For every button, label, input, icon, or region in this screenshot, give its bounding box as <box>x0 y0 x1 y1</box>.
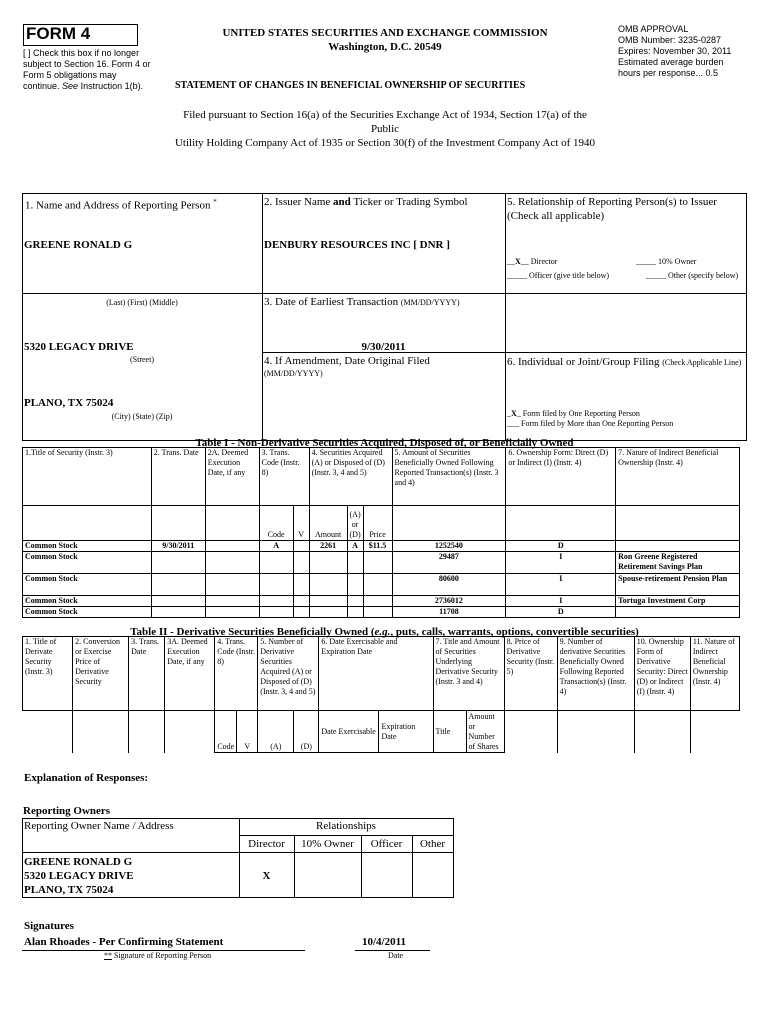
row-price: $11.5 <box>363 541 392 552</box>
director-post: __ Director <box>520 257 558 266</box>
row-nature <box>616 541 740 552</box>
t1-h4: 4. Securities Acquired (A) or Disposed of (D) (Instr. 3, 4 and 5) <box>309 448 392 506</box>
row-owned: 80600 <box>392 574 506 596</box>
issuer-label-pre: 2. Issuer Name <box>264 196 331 208</box>
no-longer-subject-checkbox[interactable] <box>23 48 153 92</box>
t2-sub-code: Code <box>215 711 237 753</box>
table-row <box>23 552 740 574</box>
t2-sub-amount: Amount or Number of Shares <box>466 711 504 753</box>
filed-line: Filed pursuant to Section 16(a) of the Securities Exchange Act of 1934, Section 17(a) of the <box>183 109 587 121</box>
t1-h5: 5. Amount of Securities Beneficially Owned Following Reported Transaction(s) (Instr. 3 and 4) <box>392 448 506 506</box>
check-box-text: [ ] Check this box if no longer subject to Section 16. Form 4 or Form 5 obligations may continue. <box>23 48 151 91</box>
grid-line <box>22 852 453 853</box>
row-date: 9/30/2011 <box>151 541 205 552</box>
table-row <box>23 541 740 552</box>
joint-one-mark: X <box>511 409 517 418</box>
earliest-transaction-date: 9/30/2011 <box>361 341 406 353</box>
row-title: Common Stock <box>23 541 152 552</box>
t2-h1: 1. Title of Derivate Security (Instr. 3) <box>23 637 73 711</box>
table1 <box>22 447 740 618</box>
row-owned: 1252540 <box>392 541 506 552</box>
other-checkbox[interactable]: _____ Other (specify below) <box>646 271 739 280</box>
see-label: See <box>62 81 79 91</box>
t1-h3: 3. Trans. Code (Instr. 8) <box>259 448 309 506</box>
t2-sub-exp: Expiration Date <box>379 711 433 753</box>
name-address-label <box>25 196 217 213</box>
officer-col: Officer <box>370 838 403 850</box>
ten-percent-owner-checkbox[interactable]: _____ 10% Owner <box>636 257 697 266</box>
row-form: I <box>506 574 616 596</box>
row-owned: 29487 <box>392 552 506 574</box>
signature-date: 10/4/2011 <box>362 936 407 948</box>
row-owned: 2736012 <box>392 596 506 607</box>
omb-approval <box>618 24 768 79</box>
earliest-transaction-label <box>264 296 460 309</box>
t1-sub-v: V <box>293 506 309 541</box>
t2-sub-title: Title <box>433 711 466 753</box>
grid-line <box>262 193 263 440</box>
owner-city: PLANO, TX 75024 <box>24 884 114 896</box>
grid-line <box>22 293 262 294</box>
director-mark: X <box>515 257 521 266</box>
issuer-name: DENBURY RESOURCES INC [ DNR ] <box>264 239 450 251</box>
row-owned: 11708 <box>392 607 506 618</box>
row-title: Common Stock <box>23 552 152 574</box>
row-form: I <box>506 596 616 607</box>
grid-line <box>239 835 453 836</box>
owner-address <box>24 855 134 897</box>
row-nature: Tortuga Investment Corp <box>616 596 740 607</box>
t2-sub-date-ex: Date Exercisable <box>319 711 379 753</box>
t2-h11: 11. Nature of Indirect Beneficial Ownership (Instr. 4) <box>690 637 739 711</box>
t2-h5: 5. Number of Derivative Securities Acquired (A) or Disposed of (D) (Instr. 3, 4 and 5) <box>258 637 319 711</box>
owner-name-col: Reporting Owner Name / Address <box>24 820 174 832</box>
row-nature: Spouse-retirement Pension Plan <box>616 574 740 596</box>
filed-line: Public <box>370 123 400 135</box>
t2-h8: 8. Price of Derivative Security (Instr. 5) <box>504 637 557 711</box>
row-title: Common Stock <box>23 607 152 618</box>
table-row <box>23 574 740 596</box>
t1-h6: 6. Ownership Form: Direct (D) or Indirect (I) (Instr. 4) <box>506 448 616 506</box>
date-caption: Date <box>388 951 404 960</box>
row-form: I <box>506 552 616 574</box>
t2-sub-d: (D) <box>294 711 319 753</box>
t1-sub-price: Price <box>363 506 392 541</box>
t2-h2: 2. Conversion or Exercise Price of Derivative Security <box>73 637 129 711</box>
row-form: D <box>506 541 616 552</box>
t2-h9: 9. Number of derivative Securities Beneficially Owned Following Reported Transaction(s) (Instr. 4) <box>557 637 634 711</box>
t2-sub-v: V <box>237 711 258 753</box>
row-nature <box>616 607 740 618</box>
t2-title-eg: e.g. <box>374 626 391 638</box>
t1-h7: 7. Nature of Indirect Beneficial Ownership (Instr. 4) <box>616 448 740 506</box>
row-amount: 2261 <box>309 541 347 552</box>
issuer-label-post: Ticker or Trading Symbol <box>353 196 468 208</box>
other-col: Other <box>419 838 446 850</box>
t1-sub-code: Code <box>259 506 293 541</box>
table-row <box>23 596 740 607</box>
signatures-heading: Signatures <box>24 920 74 932</box>
owner-director-mark: X <box>262 870 271 882</box>
relationships-col: Relationships <box>316 820 376 832</box>
director-pre: __ <box>507 257 515 266</box>
statement-title: STATEMENT OF CHANGES IN BENEFICIAL OWNERSHIP OF SECURITIES <box>175 80 526 91</box>
officer-checkbox[interactable]: _____ Officer (give title below) <box>507 271 610 280</box>
omb-line: OMB APPROVAL <box>618 24 689 34</box>
earliest-format: (MM/DD/YYYY) <box>400 298 460 307</box>
name-star: * <box>213 198 217 206</box>
t1-sub-amount: Amount <box>309 506 347 541</box>
ten-owner-col: 10% Owner <box>301 838 354 850</box>
director-checkbox[interactable] <box>507 257 557 267</box>
signer-name: Alan Rhoades - Per Confirming Statement <box>24 936 224 948</box>
sig-star: ** <box>104 951 112 960</box>
omb-line: Expires: November 30, 2011 <box>618 46 732 56</box>
row-nature: Ron Greene Registered Retirement Savings Plan <box>616 552 740 574</box>
omb-line: Estimated average burden <box>618 57 724 67</box>
signature-caption <box>104 951 211 961</box>
table1-title: Table I - Non-Derivative Securities Acquired, Disposed of, or Beneficially Owned <box>195 437 574 449</box>
joint-one-pre: _ <box>507 409 511 418</box>
issuer-label <box>264 196 468 209</box>
t1-sub-ad: (A) or (D) <box>347 506 363 541</box>
row-title: Common Stock <box>23 596 152 607</box>
t1-h2a: 2A. Deemed Execution Date, if any <box>205 448 259 506</box>
street-value: 5320 LEGACY DRIVE <box>24 341 134 353</box>
t2-title-pre: Table II - Derivative Securities Beneficially Owned ( <box>130 626 375 638</box>
joint-label-text: 6. Individual or Joint/Group Filing <box>507 356 660 368</box>
person-name: GREENE RONALD G <box>24 239 133 251</box>
joint-filing-label <box>507 356 745 369</box>
table1-subheader-row <box>23 506 740 541</box>
filed-pursuant-text <box>140 108 630 150</box>
row-ad: A <box>347 541 363 552</box>
table2-subheader-row <box>23 711 740 753</box>
amendment-format: (MM/DD/YYYY) <box>264 369 323 378</box>
explanation-label: Explanation of Responses: <box>24 772 149 784</box>
grid-line <box>22 193 23 440</box>
city-label: (City) (State) (Zip) <box>111 412 173 421</box>
filed-line: Utility Holding Company Act of 1935 or Section 30(f) of the Investment Company Act of 1940 <box>174 137 596 149</box>
grid-line <box>505 193 506 440</box>
joint-one-post: _ Form filed by One Reporting Person <box>516 409 640 418</box>
t2-h7: 7. Title and Amount of Securities Underlying Derivative Security (Instr. 3 and 4) <box>433 637 504 711</box>
reporting-owners-heading: Reporting Owners <box>23 805 111 817</box>
more-persons-checkbox[interactable]: ___ Form filed by More than One Reporting Person <box>507 419 674 428</box>
owner-name: GREENE RONALD G <box>24 856 133 868</box>
earliest-label-text: 3. Date of Earliest Transaction <box>264 296 399 308</box>
table1-header-row <box>23 448 740 506</box>
name-parts-label: (Last) (First) (Middle) <box>106 298 178 307</box>
issuer-label-and: and <box>333 196 351 208</box>
t1-h1: 1.Title of Security (Instr. 3) <box>23 448 152 506</box>
grid-line <box>262 293 747 294</box>
amendment-label: 4. If Amendment, Date Original Filed <box>264 355 430 367</box>
omb-line: OMB Number: 3235-0287 <box>618 35 722 45</box>
director-col: Director <box>248 838 285 850</box>
joint-check-text: (Check Applicable Line) <box>662 358 742 367</box>
name-address-text: 1. Name and Address of Reporting Person <box>25 199 211 212</box>
omb-line: hours per response... 0.5 <box>618 68 719 78</box>
row-title: Common Stock <box>23 574 152 596</box>
t1-h2: 2. Trans. Date <box>151 448 205 506</box>
table-row <box>23 607 740 618</box>
relationship-label: 5. Relationship of Reporting Person(s) to Issuer <box>507 196 717 208</box>
street-label: (Street) <box>130 355 154 364</box>
agency-city: Washington, D.C. 20549 <box>328 41 442 53</box>
t2-sub-a: (A) <box>258 711 294 753</box>
agency-name: UNITED STATES SECURITIES AND EXCHANGE COMMISSION <box>222 27 548 39</box>
t2-title-post: , puts, calls, warrants, options, convertible securities) <box>390 626 639 638</box>
grid-line <box>746 193 747 440</box>
city-state-value: PLANO, TX 75024 <box>24 397 114 409</box>
grid-line <box>22 193 747 194</box>
t2-h4: 4. Trans. Code (Instr. 8) <box>215 637 258 711</box>
form-title: FORM 4 <box>26 24 91 43</box>
relationship-sub: (Check all applicable) <box>507 210 605 222</box>
t2-h10: 10. Ownership Form of Derivative Security: Direct (D) or Indirect (I) (Instr. 4) <box>634 637 690 711</box>
t2-h3: 3. Trans. Date <box>129 637 165 711</box>
row-code: A <box>259 541 293 552</box>
table2 <box>22 636 740 753</box>
instruction-ref: Instruction 1(b). <box>80 81 144 91</box>
one-person-checkbox[interactable] <box>507 409 640 419</box>
table2-header-row <box>23 637 740 711</box>
owner-street: 5320 LEGACY DRIVE <box>24 870 134 882</box>
t2-h6: 6. Date Exercisable and Expiration Date <box>319 637 433 711</box>
sig-label: Signature of Reporting Person <box>114 951 212 960</box>
t2-h3a: 3A. Deemed Execution Date, if any <box>165 637 215 711</box>
row-form: D <box>506 607 616 618</box>
